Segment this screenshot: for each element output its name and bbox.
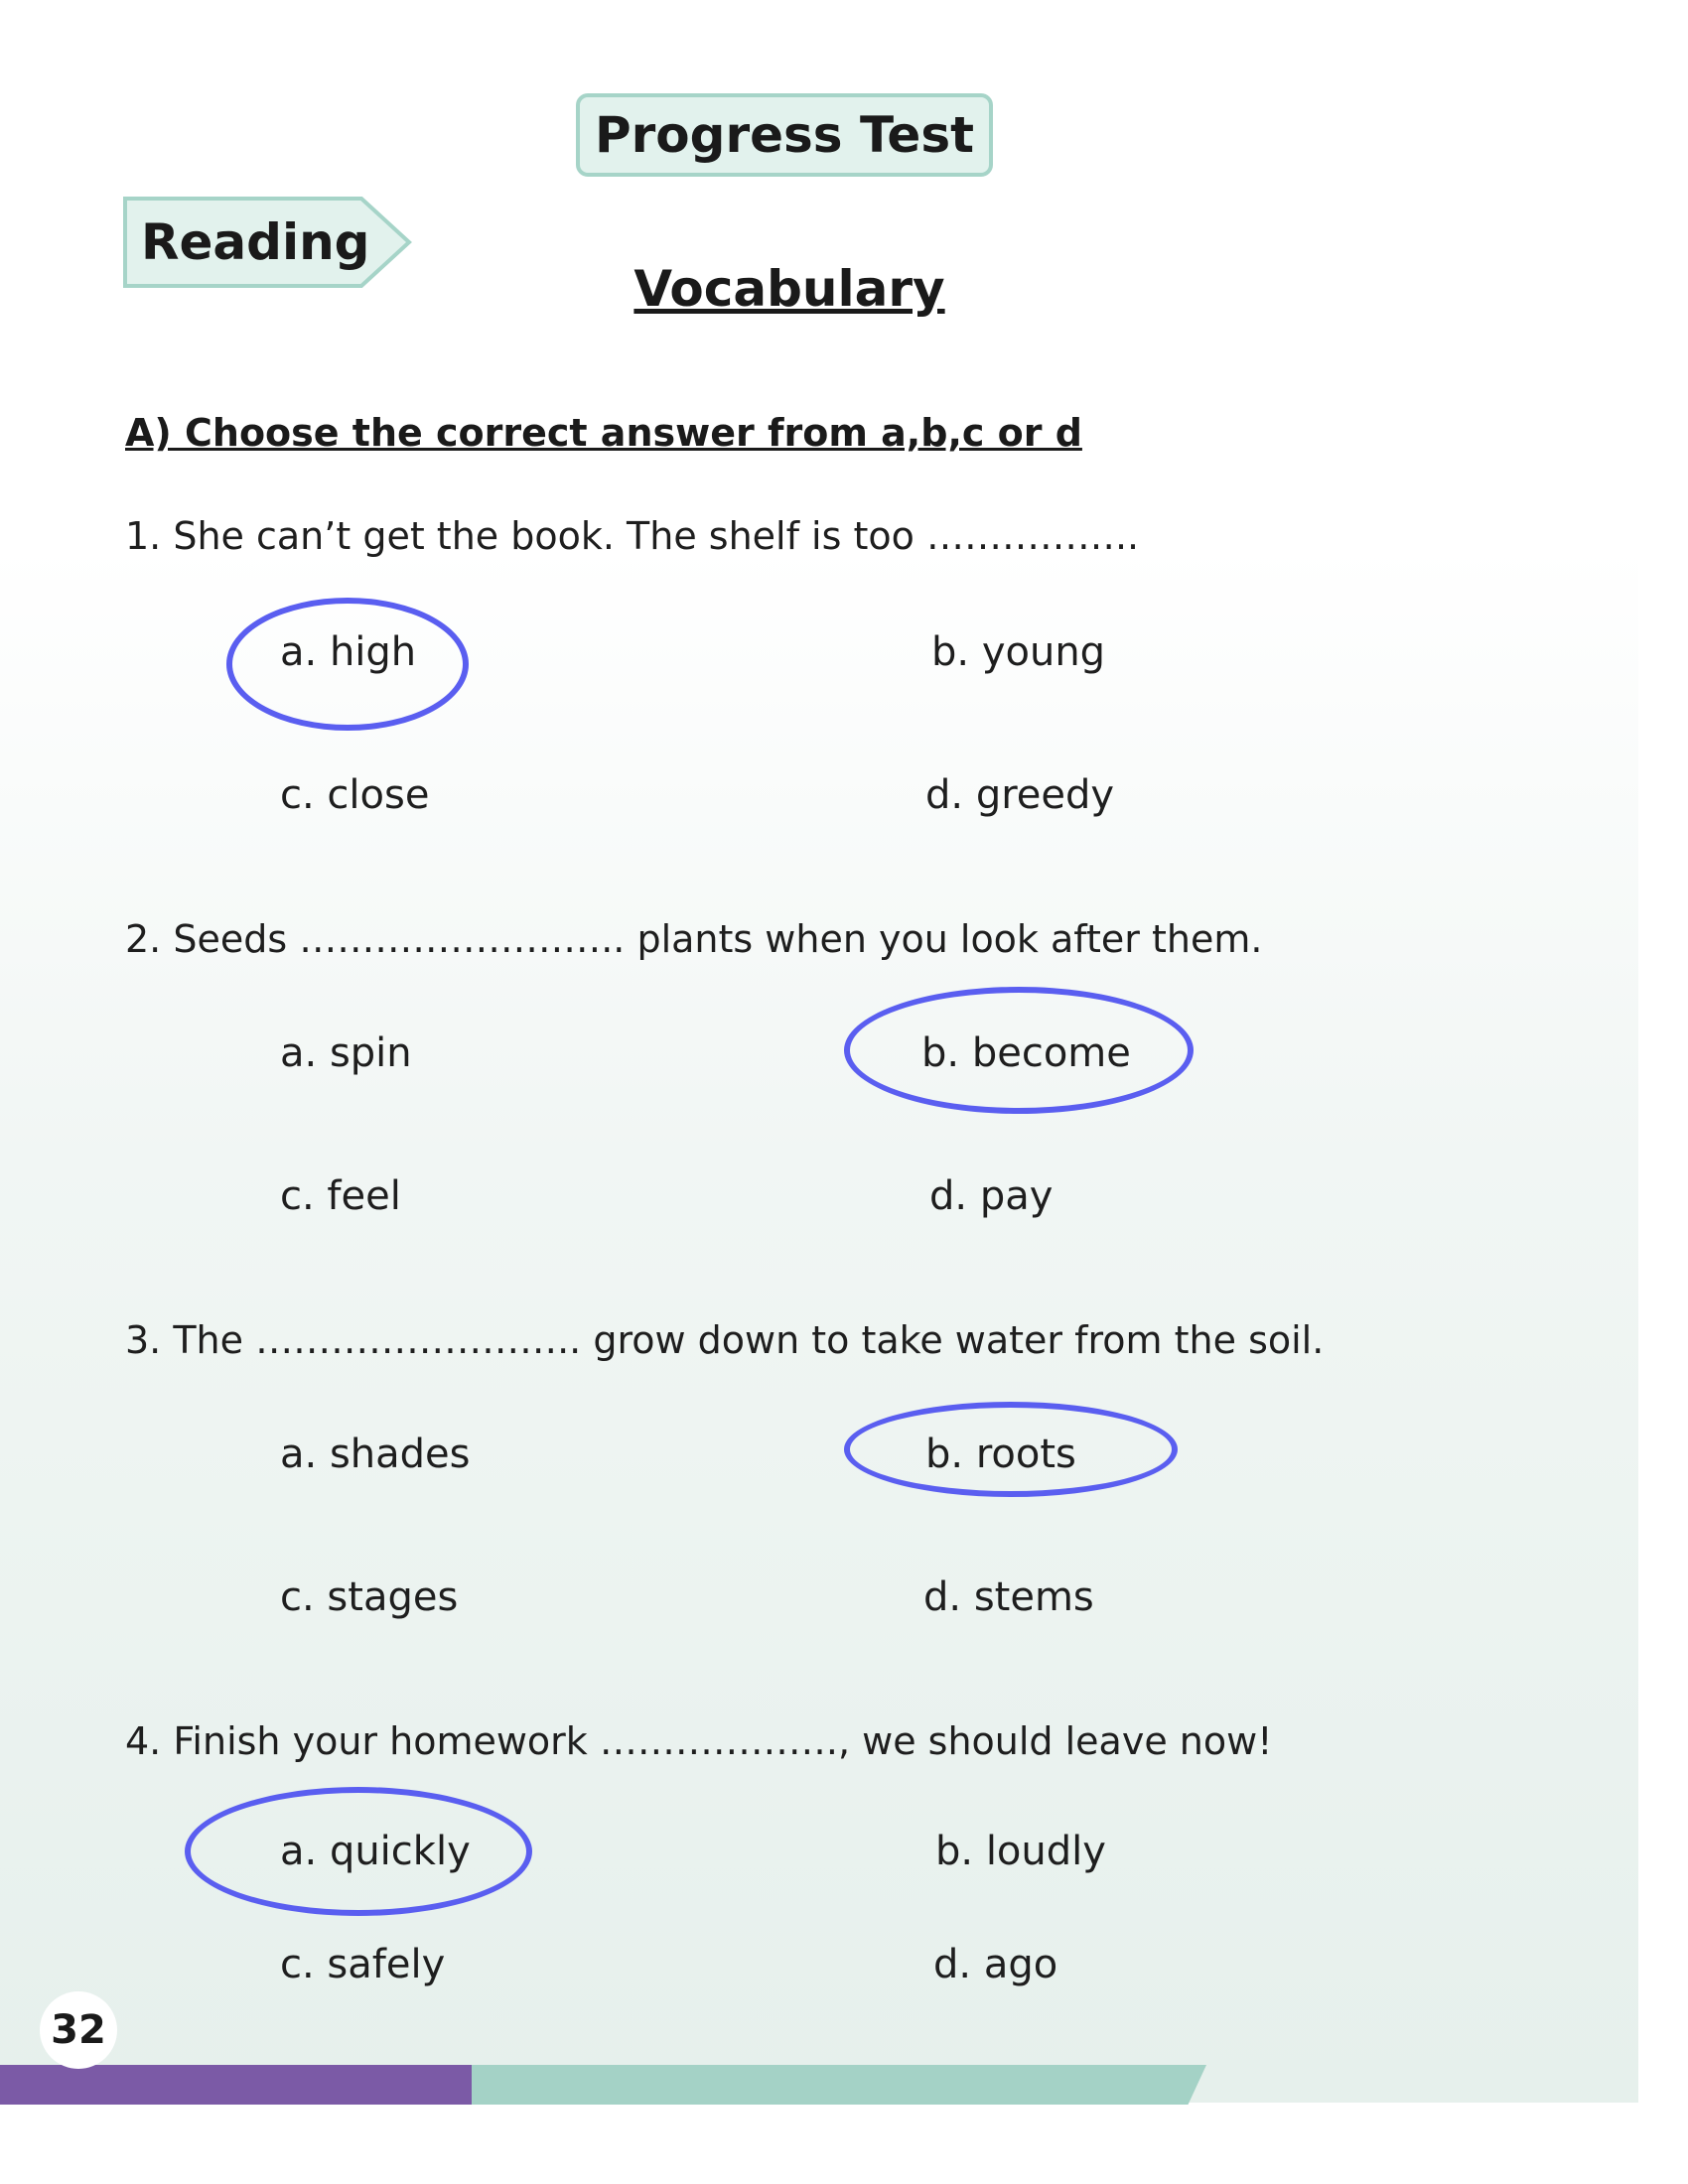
- instruction-text: A) Choose the correct answer from a,b,c or d: [125, 411, 1082, 455]
- question-4: 4. Finish your homework ………………., we should leave now!: [125, 1719, 1273, 1763]
- option-q1-d[interactable]: d. greedy: [925, 772, 1115, 818]
- page-number: [40, 1991, 117, 2069]
- option-q4-c[interactable]: c. safely: [280, 1942, 446, 1987]
- option-q4-b[interactable]: b. loudly: [935, 1829, 1106, 1874]
- option-q2-d[interactable]: d. pay: [929, 1173, 1054, 1219]
- footer-bar-teal: [472, 2065, 1206, 2105]
- option-q3-b[interactable]: b. roots: [925, 1432, 1076, 1477]
- question-2: 2. Seeds …………………….. plants when you look after them.: [125, 917, 1263, 961]
- option-q3-d[interactable]: d. stems: [923, 1574, 1094, 1620]
- section-label: Reading: [141, 213, 370, 271]
- option-q1-a[interactable]: a. high: [280, 629, 417, 675]
- footer-bar-purple: [0, 2065, 472, 2105]
- option-q3-c[interactable]: c. stages: [280, 1574, 459, 1620]
- option-q1-b[interactable]: b. young: [931, 629, 1106, 675]
- option-q4-a[interactable]: a. quickly: [280, 1829, 471, 1874]
- page-number-text: 32: [51, 2007, 106, 2053]
- option-q1-c[interactable]: c. close: [280, 772, 430, 818]
- option-q3-a[interactable]: a. shades: [280, 1432, 471, 1477]
- option-q2-c[interactable]: c. feel: [280, 1173, 401, 1219]
- option-q2-b[interactable]: b. become: [921, 1030, 1131, 1076]
- page-title-text: Progress Test: [595, 106, 974, 164]
- option-q4-d[interactable]: d. ago: [933, 1942, 1058, 1987]
- page-title: [576, 93, 993, 177]
- question-1: 1. She can’t get the book. The shelf is too ……………..: [125, 514, 1140, 558]
- section-subtitle: Vocabulary: [633, 260, 945, 318]
- option-q2-a[interactable]: a. spin: [280, 1030, 412, 1076]
- question-3: 3. The …………………….. grow down to take water from the soil.: [125, 1318, 1325, 1362]
